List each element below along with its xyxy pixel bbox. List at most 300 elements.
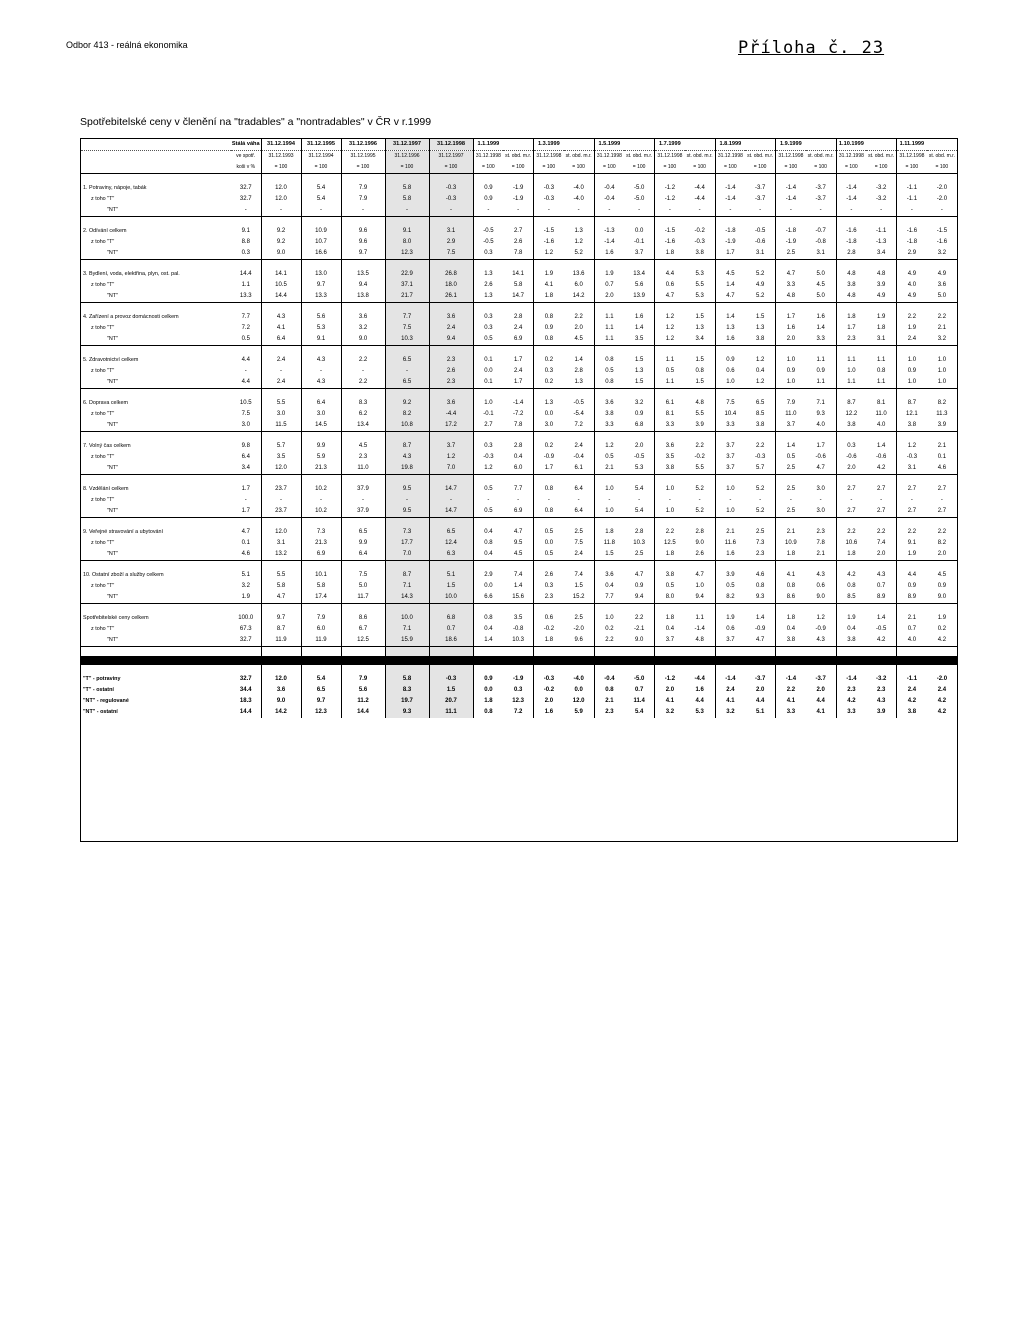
table-cell: 3.8	[685, 248, 715, 260]
row-label: "NT" - ostatní	[83, 709, 118, 715]
table-cell: -0.4	[594, 674, 624, 685]
table-cell: -2.0	[573, 626, 584, 632]
table-cell: -1.5	[534, 226, 564, 237]
row-label	[81, 162, 231, 174]
table-cell: 8.3	[385, 685, 429, 696]
table-cell: 12.1	[897, 409, 927, 420]
table-cell: 3.1	[866, 334, 896, 346]
table-cell: 1.1	[594, 323, 624, 334]
table-cell: 2.4	[564, 549, 594, 561]
table-cell: 1.5	[695, 357, 704, 363]
table-cell: 8.2	[715, 592, 745, 604]
table-cell: -3.7	[815, 196, 826, 202]
table-cell: 9.7	[261, 613, 301, 624]
table-cell: 14.1	[261, 269, 301, 280]
table-cell: 2.5	[574, 529, 583, 535]
table-cell: 2.4	[429, 323, 473, 334]
table-cell: 1.0	[715, 377, 745, 389]
table-cell: 0.9	[897, 581, 927, 592]
table-row	[81, 538, 957, 549]
table-cell: 0.8	[534, 334, 564, 346]
table-row	[81, 635, 957, 647]
table-cell: 3.1	[806, 248, 836, 260]
table-cell: 4.7	[715, 291, 745, 303]
table-cell: 1.3	[564, 377, 594, 389]
table-cell: 0.3	[231, 248, 261, 260]
table-cell: 31.12.1997	[385, 139, 429, 151]
table-cell: 5.0	[806, 291, 836, 303]
table-cell: 3.6	[594, 570, 624, 581]
table-cell: 9.0	[695, 540, 704, 546]
table-row	[81, 685, 957, 696]
table-cell: 2.2	[755, 443, 765, 449]
table-cell: -4.4	[694, 676, 705, 682]
table-cell: 0.8	[594, 685, 624, 696]
table-cell: 0.1	[473, 355, 503, 366]
table-cell: -0.6	[836, 452, 866, 463]
table-cell: 2.4	[513, 325, 523, 331]
table-cell: 7.5	[715, 398, 745, 409]
table-cell: 4.5	[715, 269, 745, 280]
table-cell: 1.8	[655, 613, 685, 624]
table-cell: 1.3.1999	[534, 139, 564, 151]
table-cell: 8.7	[836, 398, 866, 409]
row-label: "NT"	[81, 463, 231, 475]
table-cell: 3.8	[836, 420, 866, 432]
table-cell: Stálá váha	[231, 139, 261, 151]
table-cell	[624, 139, 654, 151]
table-cell: 5.8	[385, 194, 429, 205]
table-cell: 8.1	[655, 409, 685, 420]
table-cell: 0.4	[836, 624, 866, 635]
row-label	[81, 151, 231, 163]
table-cell: 2.2	[776, 685, 806, 696]
table-cell: 0.5	[231, 334, 261, 346]
table-cell: 8.7	[385, 570, 429, 581]
table-cell: -	[341, 495, 385, 506]
table-cell: -	[698, 497, 701, 503]
table-cell: 2.4	[513, 368, 523, 374]
table-cell: 9.7	[341, 248, 385, 260]
table-cell: -1.4	[776, 674, 806, 685]
table-row	[81, 312, 957, 323]
table-cell: 12.0	[261, 183, 301, 194]
table-cell: 0.4	[513, 454, 523, 460]
table-cell: 100.0	[238, 615, 254, 621]
price-table	[80, 138, 958, 842]
table-row	[81, 495, 957, 506]
table-cell: 1.0	[776, 355, 806, 366]
table-cell: 13.6	[572, 271, 585, 277]
table-cell: -	[897, 205, 927, 217]
table-cell: 0.4	[473, 527, 503, 538]
table-cell: 2.3	[429, 377, 473, 389]
table-cell: -3.7	[815, 676, 826, 682]
table-cell: 4.5	[341, 441, 385, 452]
table-cell: 0.4	[473, 624, 503, 635]
table-cell: 4.3	[816, 572, 825, 578]
table-cell: 9.0	[261, 696, 301, 707]
table-cell: -1.2	[655, 183, 685, 194]
table-cell: 7.7	[385, 312, 429, 323]
table-cell: 1.5	[685, 377, 715, 389]
table-cell: 2.7	[836, 484, 866, 495]
table-row	[81, 205, 957, 217]
table-cell: -0.2	[534, 624, 564, 635]
table-cell: 3.2	[927, 334, 957, 346]
table-cell: -0.3	[534, 674, 564, 685]
table-cell: 31.12.1998	[715, 151, 745, 163]
table-cell: 1.2	[816, 615, 825, 621]
table-cell: 32.7	[239, 185, 252, 191]
table-cell: 5.8	[385, 183, 429, 194]
table-cell: 0.5	[776, 452, 806, 463]
table-row	[81, 194, 957, 205]
table-cell: 31.12.1995	[341, 151, 385, 163]
table-cell: 5.0	[341, 581, 385, 592]
table-cell: 9.5	[385, 506, 429, 518]
table-cell: 0.9	[473, 674, 503, 685]
table-cell: 2.0	[634, 443, 644, 449]
table-cell: 6.4	[341, 549, 385, 561]
table-cell: 0.8	[594, 377, 624, 389]
row-label: z toho "T"	[91, 454, 115, 460]
table-cell: -	[534, 205, 564, 217]
table-cell: 2.0	[534, 696, 564, 707]
table-cell: -0.2	[694, 228, 705, 234]
table-cell: 2.0	[836, 463, 866, 475]
table-cell: 0.9	[715, 355, 745, 366]
table-cell: 10.7	[301, 237, 341, 248]
table-cell: 7.8	[816, 540, 825, 546]
table-cell: -1.8	[836, 237, 866, 248]
table-cell: 7.5	[385, 323, 429, 334]
table-cell: 4.7	[634, 572, 644, 578]
table-cell: 13.8	[341, 291, 385, 303]
table-cell: 8.7	[385, 441, 429, 452]
table-cell: 0.6	[715, 624, 745, 635]
table-cell: -1.4	[836, 183, 866, 194]
table-cell: 3.5	[513, 615, 523, 621]
table-cell	[806, 139, 836, 151]
table-cell: -0.3	[534, 194, 564, 205]
table-cell: 4.6	[927, 463, 957, 475]
table-cell: = 100	[385, 162, 429, 174]
table-cell: 3.2	[341, 323, 385, 334]
table-cell: 0.5	[473, 484, 503, 495]
table-cell: 4.7	[806, 463, 836, 475]
table-cell: -3.7	[754, 196, 766, 202]
table-cell: = 100	[594, 162, 624, 174]
table-cell: 0.9	[634, 583, 644, 589]
table-cell: -	[836, 495, 866, 506]
table-cell: 11.9	[301, 635, 341, 647]
table-cell: 5.8	[385, 674, 429, 685]
table-cell: 1.4	[634, 325, 644, 331]
table-cell: 0.4	[473, 549, 503, 561]
table-cell: 1.1	[876, 357, 886, 363]
table-cell: 3.6	[937, 282, 947, 288]
table-cell: 7.5	[241, 411, 250, 417]
table-cell: 1.0	[473, 398, 503, 409]
table-cell	[564, 139, 594, 151]
appendix-label: Příloha č. 23	[738, 38, 885, 58]
row-label: "NT"	[81, 291, 231, 303]
table-cell: 8.7	[261, 624, 301, 635]
table-cell: 3.8	[745, 334, 775, 346]
table-cell: 0.1	[937, 454, 947, 460]
table-cell: 1.4	[816, 325, 825, 331]
table-cell: -4.4	[694, 185, 705, 191]
table-cell: 1.7	[836, 323, 866, 334]
table-cell: 6.3	[429, 549, 473, 561]
table-cell: 4.3	[385, 452, 429, 463]
table-cell: 0.8	[534, 506, 564, 518]
table-cell: 9.4	[624, 592, 654, 604]
table-cell: 0.9	[534, 323, 564, 334]
table-cell: -0.4	[573, 454, 584, 460]
table-cell: 2.0	[574, 325, 583, 331]
table-cell: -1.3	[594, 226, 624, 237]
table-cell: 12.5	[341, 635, 385, 647]
table-cell: = 100	[715, 162, 745, 174]
table-cell: 5.5	[685, 463, 715, 475]
table-cell: 1.3	[534, 398, 564, 409]
table-cell: 1.5	[574, 583, 583, 589]
table-cell: -3.7	[815, 185, 826, 191]
table-cell: 1.1	[594, 312, 624, 323]
row-label: 4. Zařízení a provoz domácnosti celkem	[83, 314, 179, 320]
table-cell: 7.8	[503, 420, 533, 432]
table-row	[81, 323, 957, 334]
table-cell: 19.8	[385, 463, 429, 475]
table-cell: 9.0	[261, 248, 301, 260]
table-cell: 0.9	[634, 411, 644, 417]
table-cell: 3.3	[715, 420, 745, 432]
table-cell: 12.3	[385, 248, 429, 260]
table-cell: 1.2	[745, 377, 775, 389]
row-label: z toho "T"	[91, 411, 115, 417]
table-cell: 2.1	[806, 549, 836, 561]
table-cell: 3.2	[715, 707, 745, 718]
row-label: z toho "T"	[91, 368, 115, 374]
table-cell: 1.7	[503, 377, 533, 389]
table-cell: 2.8	[513, 443, 523, 449]
table-cell: 2.3	[429, 355, 473, 366]
table-cell: 6.9	[503, 334, 533, 346]
table-cell: 2.4	[574, 443, 583, 449]
table-cell: 13.4	[633, 271, 645, 277]
table-cell: 1.1	[836, 355, 866, 366]
table-cell: 0.0	[574, 687, 583, 693]
table-cell: -2.1	[633, 626, 645, 632]
table-cell: 1.3	[634, 368, 644, 374]
table-cell: -	[534, 495, 564, 506]
table-row	[81, 549, 957, 561]
table-cell: 2.2	[937, 314, 947, 320]
table-cell: -	[655, 495, 685, 506]
table-cell: -0.4	[594, 194, 624, 205]
table-cell: 2.4	[261, 377, 301, 389]
table-cell: 12.2	[836, 409, 866, 420]
table-cell: -0.5	[473, 237, 503, 248]
table-cell: -3.7	[754, 185, 766, 191]
table-cell: -1.1	[897, 674, 927, 685]
table-cell: 0.9	[816, 368, 825, 374]
table-cell: -0.5	[875, 626, 887, 632]
table-cell: 1.5	[594, 549, 624, 561]
table-cell: -1.6	[936, 239, 948, 245]
table-cell: 0.0	[534, 409, 564, 420]
table-cell: 4.7	[241, 529, 250, 535]
table-cell: 5.2	[745, 291, 775, 303]
table-cell: 0.8	[473, 538, 503, 549]
table-row	[81, 506, 957, 518]
table-cell: 2.6	[534, 570, 564, 581]
table-cell: 1.9	[231, 592, 261, 604]
table-cell: 31.12.1998	[655, 151, 685, 163]
table-cell: 31.12.1993	[261, 151, 301, 163]
table-cell: 7.1	[816, 400, 825, 406]
table-cell: -	[341, 366, 385, 377]
table-cell: 9.4	[685, 592, 715, 604]
table-cell: 5.6	[341, 685, 385, 696]
table-cell: 0.6	[715, 366, 745, 377]
table-row	[81, 280, 957, 291]
table-cell: 8.2	[937, 400, 947, 406]
table-cell: -	[819, 497, 822, 503]
table-cell: 32.7	[239, 676, 252, 682]
table-row	[81, 441, 957, 452]
table-cell: 0.0	[473, 366, 503, 377]
table-cell: 5.9	[301, 452, 341, 463]
table-row	[81, 183, 957, 194]
table-row	[81, 570, 957, 581]
table-cell: 12.3	[512, 698, 524, 704]
table-cell: 0.5	[473, 334, 503, 346]
table-cell: 3.6	[655, 441, 685, 452]
table-cell: 4.1	[261, 323, 301, 334]
row-label: 6. Doprava celkem	[83, 400, 128, 406]
table-cell: 22.9	[385, 269, 429, 280]
table-cell: 4.2	[836, 570, 866, 581]
table-cell: 1.8	[876, 325, 886, 331]
table-cell: 8.9	[866, 592, 896, 604]
table-cell: 0.3	[513, 687, 523, 693]
table-cell: 3.3	[776, 707, 806, 718]
table-row	[81, 398, 957, 409]
table-cell: 1.2	[574, 239, 583, 245]
table-cell: 1.1	[594, 334, 624, 346]
table-cell: 1.0	[594, 484, 624, 495]
table-cell: 7.0	[385, 549, 429, 561]
table-cell: 4.3	[301, 355, 341, 366]
table-cell: 3.8	[655, 463, 685, 475]
table-cell: -1.4	[715, 183, 745, 194]
table-cell: -0.3	[897, 452, 927, 463]
table-cell: 17.4	[301, 592, 341, 604]
table-cell: 1.7	[241, 486, 250, 492]
table-cell: st. obd. m.r.	[747, 153, 774, 159]
table-cell: 1.4	[574, 357, 583, 363]
table-cell: 2.1	[594, 696, 624, 707]
table-cell: 3.3	[806, 334, 836, 346]
table-cell: 1.1	[836, 377, 866, 389]
row-label: "NT"	[81, 334, 231, 346]
table-cell: 12.0	[261, 463, 301, 475]
table-cell: 4.1	[776, 696, 806, 707]
table-cell: 14.4	[341, 707, 385, 718]
table-row	[81, 484, 957, 495]
table-cell: 0.6	[655, 280, 685, 291]
table-cell: 1.0	[594, 613, 624, 624]
table-cell: -	[836, 205, 866, 217]
table-cell: 11.4	[633, 698, 645, 704]
table-cell: 4.3	[876, 698, 886, 704]
table-cell: 0.5	[534, 549, 564, 561]
table-cell: 1.7	[776, 312, 806, 323]
table-cell: 0.2	[937, 626, 947, 632]
table-cell: 21.3	[301, 538, 341, 549]
row-label: "NT" - regulované	[83, 698, 129, 704]
table-cell: 1.2	[897, 441, 927, 452]
table-cell: 1.9	[715, 613, 745, 624]
table-cell: = 100	[866, 162, 896, 174]
table-cell: 6.0	[574, 282, 583, 288]
table-cell: 3.8	[897, 420, 927, 432]
table-cell: 12.0	[261, 527, 301, 538]
table-cell: -1.4	[836, 194, 866, 205]
table-cell: 1.3	[473, 291, 503, 303]
table-cell: 2.0	[655, 685, 685, 696]
table-cell: -	[866, 205, 896, 217]
table-cell: -	[385, 366, 429, 377]
table-cell: 0.9	[937, 583, 947, 589]
table-cell: = 100	[685, 162, 715, 174]
table-cell: = 100	[776, 162, 806, 174]
row-label: "NT"	[81, 205, 231, 217]
table-cell: 3.3	[776, 280, 806, 291]
table-cell: 7.9	[776, 398, 806, 409]
table-cell: -	[517, 497, 520, 503]
table-cell: 2.5	[776, 506, 806, 518]
table-cell: 7.5	[574, 540, 583, 546]
table-row	[81, 151, 957, 163]
table-cell: 0.3	[534, 581, 564, 592]
table-cell: 7.2	[564, 420, 594, 432]
row-label: z toho "T"	[91, 196, 115, 202]
table-cell: 3.2	[655, 707, 685, 718]
table-cell: 3.6	[341, 312, 385, 323]
table-cell: -0.3	[473, 452, 503, 463]
table-cell: 67.3	[239, 626, 252, 632]
table-cell: 1.8	[534, 291, 564, 303]
table-cell: 3.8	[776, 635, 806, 647]
table-cell: 1.9	[836, 613, 866, 624]
table-cell: 4.7	[695, 572, 704, 578]
table-cell: 2.6	[473, 280, 503, 291]
table-cell: 7.9	[341, 183, 385, 194]
table-row	[81, 248, 957, 260]
table-cell: 9.1	[385, 226, 429, 237]
row-label	[81, 139, 231, 151]
table-cell: 1.0	[836, 366, 866, 377]
table-cell: 3.4	[866, 248, 896, 260]
table-cell: st. obd. m.r.	[565, 153, 592, 159]
table-cell: 11.9	[261, 635, 301, 647]
table-cell: 3.6	[429, 398, 473, 409]
table-cell: 7.3	[385, 527, 429, 538]
